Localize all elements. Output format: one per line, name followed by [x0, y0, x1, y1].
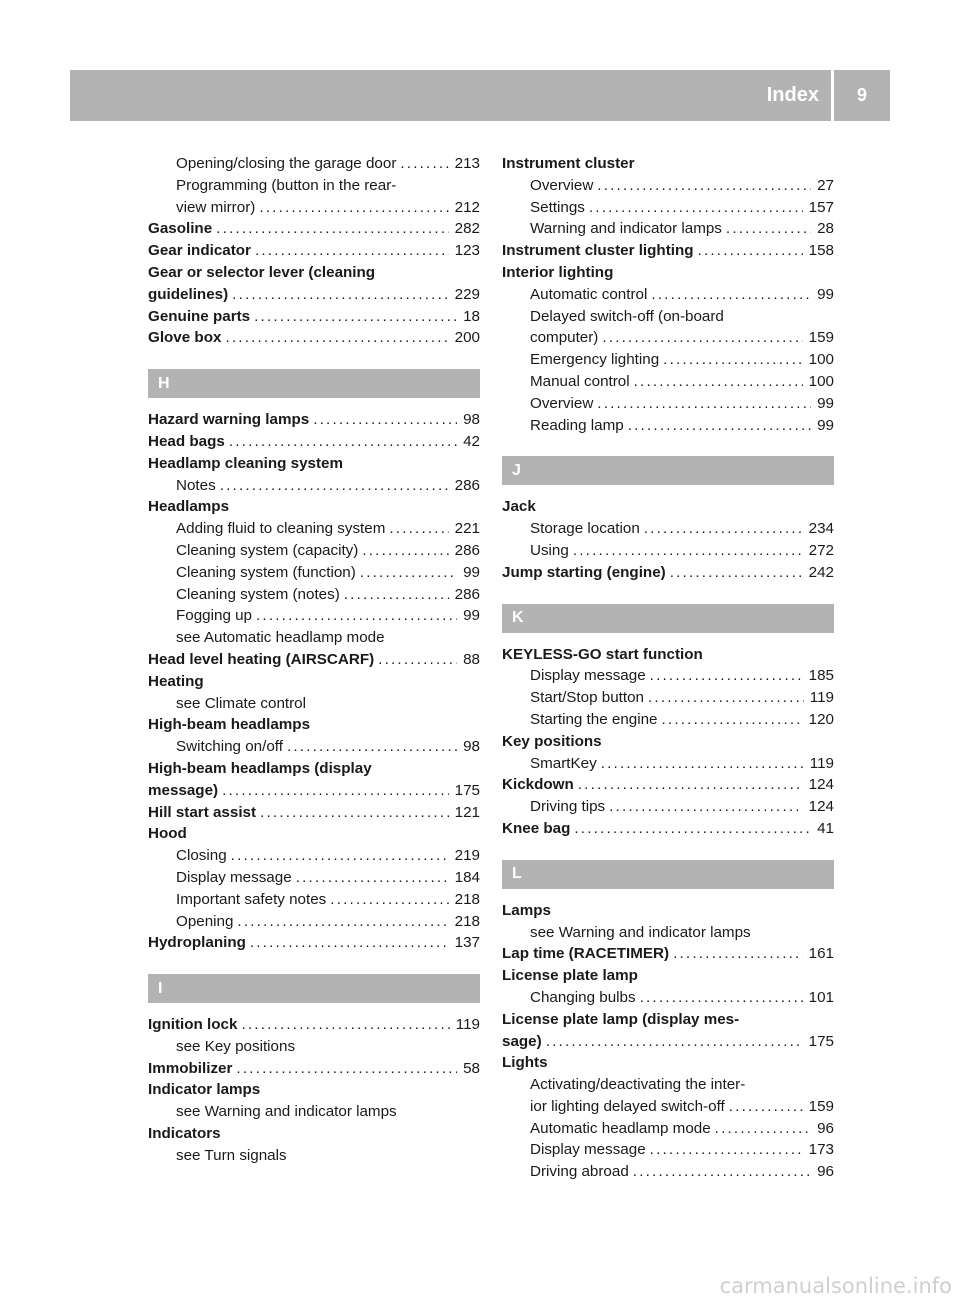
- dot-leader: [360, 562, 457, 584]
- entry-label: SmartKey: [530, 754, 597, 772]
- entry-page-number[interactable]: 100: [808, 351, 834, 369]
- index-subentry: [502, 687, 834, 709]
- entry-label: License plate lamp (display mes-: [502, 1010, 740, 1028]
- index-entry: [502, 965, 834, 987]
- index-entry: [502, 774, 834, 796]
- entry-label: Gear indicator: [148, 242, 251, 260]
- entry-label: Changing bulbs: [530, 988, 636, 1006]
- index-entry: [148, 780, 480, 802]
- index-subentry: [148, 867, 480, 889]
- entry-page-number[interactable]: 58: [463, 1059, 480, 1077]
- entry-page-number[interactable]: 41: [817, 819, 834, 837]
- entry-page-number[interactable]: 28: [817, 220, 834, 238]
- entry-label: message): [148, 781, 219, 799]
- index-letter-heading: H: [148, 369, 480, 398]
- entry-page-number[interactable]: 158: [808, 242, 834, 260]
- dot-leader: [237, 911, 448, 933]
- entry-label: Display message: [530, 667, 646, 685]
- index-entry: [148, 284, 480, 306]
- index-entry: [148, 823, 480, 845]
- entry-page-number[interactable]: 242: [808, 563, 834, 581]
- entry-label: view mirror): [176, 198, 256, 216]
- dot-leader: [597, 393, 811, 415]
- entry-page-number[interactable]: 161: [808, 945, 834, 963]
- dot-leader: [225, 327, 448, 349]
- index-entry: [502, 562, 834, 584]
- entry-page-number[interactable]: 282: [454, 220, 480, 238]
- entry-page-number[interactable]: 98: [463, 738, 480, 756]
- index-subentry: [502, 518, 834, 540]
- entry-page-number[interactable]: 99: [817, 285, 834, 303]
- entry-page-number[interactable]: 119: [455, 1016, 480, 1034]
- index-entry: [148, 758, 480, 780]
- entry-page-number[interactable]: 219: [454, 847, 480, 865]
- entry-label: guidelines): [148, 285, 229, 303]
- entry-label: Overview: [530, 394, 594, 412]
- dot-leader: [259, 197, 448, 219]
- entry-page-number[interactable]: 100: [808, 372, 834, 390]
- index-subentry: [502, 1118, 834, 1140]
- dot-leader: [651, 284, 811, 306]
- index-entry: [502, 943, 834, 965]
- entry-page-number[interactable]: 221: [454, 520, 480, 538]
- index-subentry: [502, 1096, 834, 1118]
- entry-label: Head bags: [148, 432, 225, 450]
- dot-leader: [313, 409, 457, 431]
- index-entry: [148, 262, 480, 284]
- entry-page-number[interactable]: 173: [808, 1141, 834, 1159]
- dot-leader: [236, 1058, 457, 1080]
- index-entry: [148, 1079, 480, 1101]
- dot-leader: [255, 240, 449, 262]
- dot-leader: [670, 562, 803, 584]
- entry-label: Cleaning system (function): [176, 563, 356, 581]
- dot-leader: [287, 736, 457, 758]
- dot-leader: [628, 415, 811, 437]
- entry-page-number[interactable]: 99: [817, 394, 834, 412]
- dot-leader: [296, 867, 449, 889]
- index-entry: [148, 1123, 480, 1145]
- entry-page-number[interactable]: 159: [808, 329, 834, 347]
- entry-page-number[interactable]: 157: [808, 198, 834, 216]
- index-entry: [148, 714, 480, 736]
- index-entry: [502, 900, 834, 922]
- watermark: carmanualsonline.info: [719, 1274, 952, 1298]
- entry-label: see Key positions: [176, 1037, 296, 1055]
- dot-leader: [344, 584, 449, 606]
- entry-page-number[interactable]: 200: [454, 329, 480, 347]
- index-entry: [148, 453, 480, 475]
- entry-label: Overview: [530, 176, 594, 194]
- entry-page-number[interactable]: 286: [454, 476, 480, 494]
- index-entry: [502, 240, 834, 262]
- index-subentry: [148, 693, 480, 715]
- index-entry: [148, 649, 480, 671]
- entry-label: Jump starting (engine): [502, 563, 666, 581]
- entry-page-number[interactable]: 184: [454, 868, 480, 886]
- entry-label: Kickdown: [502, 776, 574, 794]
- dot-leader: [729, 1096, 803, 1118]
- index-subentry: [502, 987, 834, 1009]
- entry-page-number[interactable]: 98: [463, 411, 480, 429]
- entry-label: High-beam headlamps (display: [148, 759, 372, 777]
- entry-page-number[interactable]: 124: [808, 798, 834, 816]
- entry-label: Glove box: [148, 329, 222, 347]
- entry-label: Knee bag: [502, 819, 571, 837]
- index-letter-heading: K: [502, 604, 834, 633]
- entry-page-number[interactable]: 88: [463, 650, 480, 668]
- entry-label: Activating/deactivating the inter-: [530, 1076, 746, 1094]
- index-entry: [502, 1009, 834, 1031]
- entry-label: Settings: [530, 198, 585, 216]
- dot-leader: [597, 175, 811, 197]
- entry-label: see Warning and indicator lamps: [176, 1103, 397, 1121]
- entry-label: License plate lamp: [502, 967, 638, 985]
- dot-leader: [602, 327, 802, 349]
- entry-page-number[interactable]: 185: [808, 667, 834, 685]
- index-subentry: [502, 1161, 834, 1183]
- entry-label: computer): [530, 329, 599, 347]
- entry-label: Gear or selector lever (cleaning: [148, 263, 376, 281]
- entry-label: Automatic headlamp mode: [530, 1119, 711, 1137]
- index-entry: [502, 1052, 834, 1074]
- dot-leader: [546, 1031, 803, 1053]
- entry-label: Head level heating (AIRSCARF): [148, 650, 375, 668]
- dot-leader: [220, 475, 449, 497]
- index-subentry: [148, 518, 480, 540]
- dot-leader: [216, 218, 449, 240]
- entry-page-number[interactable]: 119: [809, 754, 834, 772]
- index-subentry: [148, 562, 480, 584]
- entry-page-number[interactable]: 213: [454, 155, 480, 172]
- entry-label: Gasoline: [148, 220, 213, 238]
- entry-label: Hill start assist: [148, 803, 257, 821]
- index-entry: [502, 153, 834, 175]
- index-subentry: [148, 197, 480, 219]
- dot-leader: [644, 518, 803, 540]
- index-subentry: [148, 1145, 480, 1167]
- dot-leader: [648, 687, 804, 709]
- entry-label: Notes: [176, 476, 216, 494]
- dot-leader: [726, 218, 811, 240]
- dot-leader: [698, 240, 803, 262]
- entry-label: Cleaning system (capacity): [176, 541, 359, 559]
- entry-label: Important safety notes: [176, 890, 327, 908]
- index-letter-heading: I: [148, 974, 480, 1003]
- entry-page-number[interactable]: 229: [454, 285, 480, 303]
- index-entry: [502, 731, 834, 753]
- index-entry: [502, 262, 834, 284]
- index-subentry: [502, 349, 834, 371]
- entry-page-number[interactable]: 175: [808, 1032, 834, 1050]
- entry-label: Reading lamp: [530, 416, 624, 434]
- index-subentry: [148, 1101, 480, 1123]
- entry-page-number[interactable]: 99: [463, 607, 480, 625]
- dot-leader: [254, 306, 457, 328]
- entry-label: Lights: [502, 1054, 548, 1072]
- dot-leader: [640, 987, 803, 1009]
- dot-leader: [260, 802, 449, 824]
- entry-page-number[interactable]: 42: [463, 432, 480, 450]
- index-column-right: [502, 153, 834, 1183]
- entry-page-number[interactable]: 120: [808, 710, 834, 728]
- entry-page-number[interactable]: 96: [817, 1163, 834, 1181]
- entry-page-number[interactable]: 101: [808, 988, 834, 1006]
- entry-label: see Warning and indicator lamps: [530, 923, 751, 941]
- dot-leader: [673, 943, 803, 965]
- index-entry: [148, 306, 480, 328]
- entry-label: Start/Stop button: [530, 689, 644, 707]
- index-subentry: [502, 197, 834, 219]
- entry-label: Driving abroad: [530, 1163, 629, 1181]
- entry-page-number[interactable]: 234: [808, 520, 834, 538]
- entry-label: Headlamp cleaning system: [148, 454, 343, 472]
- dot-leader: [573, 540, 803, 562]
- dot-leader: [589, 197, 803, 219]
- dot-leader: [601, 753, 804, 775]
- entry-label: Opening/closing the garage door: [176, 155, 397, 172]
- entry-page-number[interactable]: 272: [808, 541, 834, 559]
- entry-label: Genuine parts: [148, 307, 251, 325]
- index-subentry: [502, 393, 834, 415]
- entry-label: Instrument cluster: [502, 155, 635, 172]
- dot-leader: [634, 371, 803, 393]
- index-subentry: [502, 922, 834, 944]
- index-subentry: [148, 584, 480, 606]
- index-subentry: [502, 1139, 834, 1161]
- index-subentry: [148, 605, 480, 627]
- section-title: Index: [766, 84, 819, 106]
- index-subentry: [502, 709, 834, 731]
- entry-label: sage): [502, 1032, 542, 1050]
- index-subentry: [502, 306, 834, 328]
- entry-page-number[interactable]: 175: [454, 781, 480, 799]
- index-subentry: [148, 153, 480, 175]
- entry-page-number[interactable]: 212: [454, 198, 480, 216]
- index-subentry: [148, 627, 480, 649]
- index-subentry: [148, 845, 480, 867]
- index-entry: [148, 409, 480, 431]
- entry-page-number[interactable]: 124: [808, 776, 834, 794]
- entry-page-number[interactable]: 137: [454, 934, 480, 952]
- entry-label: Closing: [176, 847, 227, 865]
- index-subentry: [148, 175, 480, 197]
- entry-label: KEYLESS-GO start function: [502, 645, 703, 663]
- entry-page-number[interactable]: 286: [454, 585, 480, 603]
- index-subentry: [502, 371, 834, 393]
- entry-page-number[interactable]: 123: [454, 242, 480, 260]
- index-subentry: [148, 736, 480, 758]
- dot-leader: [662, 709, 803, 731]
- index-subentry: [502, 665, 834, 687]
- entry-label: Automatic control: [530, 285, 648, 303]
- entry-page-number[interactable]: 218: [454, 912, 480, 930]
- dot-leader: [231, 845, 449, 867]
- entry-page-number[interactable]: 159: [808, 1097, 834, 1115]
- index-entry: [148, 431, 480, 453]
- index-entry: [148, 671, 480, 693]
- entry-label: Hood: [148, 825, 187, 843]
- dot-leader: [715, 1118, 811, 1140]
- entry-label: Display message: [176, 868, 292, 886]
- entry-label: Indicator lamps: [148, 1081, 261, 1099]
- entry-label: see Automatic headlamp mode: [176, 629, 385, 647]
- dot-leader: [609, 796, 803, 818]
- index-entry: [502, 818, 834, 840]
- index-subentry: [148, 540, 480, 562]
- index-subentry: [502, 753, 834, 775]
- index-letter-heading: L: [502, 860, 834, 889]
- index-entry: [148, 802, 480, 824]
- index-subentry: [148, 889, 480, 911]
- dot-leader: [222, 780, 449, 802]
- entry-label: Starting the engine: [530, 710, 658, 728]
- index-subentry: [148, 911, 480, 933]
- entry-label: see Climate control: [176, 694, 306, 712]
- index-column-left: [148, 153, 480, 1167]
- entry-label: High-beam headlamps: [148, 716, 311, 734]
- index-subentry: [502, 175, 834, 197]
- entry-label: Lap time (RACETIMER): [502, 945, 670, 963]
- page-header-bar: [70, 70, 890, 121]
- entry-page-number[interactable]: 121: [454, 803, 480, 821]
- entry-label: ior lighting delayed switch-off: [530, 1097, 725, 1115]
- dot-leader: [663, 349, 802, 371]
- dot-leader: [400, 153, 448, 175]
- entry-label: Manual control: [530, 372, 630, 390]
- entry-label: Storage location: [530, 520, 640, 538]
- index-letter-heading: J: [502, 456, 834, 485]
- entry-label: see Turn signals: [176, 1146, 287, 1164]
- entry-label: Display message: [530, 1141, 646, 1159]
- entry-label: Driving tips: [530, 798, 606, 816]
- dot-leader: [256, 605, 457, 627]
- dot-leader: [633, 1161, 811, 1183]
- index-entry: [148, 1058, 480, 1080]
- index-entry: [148, 932, 480, 954]
- page-number: 9: [856, 85, 867, 105]
- entry-label: Jack: [502, 498, 536, 516]
- index-subentry: [502, 540, 834, 562]
- dot-leader: [241, 1014, 449, 1036]
- entry-label: Headlamps: [148, 498, 230, 516]
- index-subentry: [502, 796, 834, 818]
- dot-leader: [250, 932, 449, 954]
- dot-leader: [574, 818, 811, 840]
- entry-page-number[interactable]: 99: [463, 563, 480, 581]
- dot-leader: [362, 540, 448, 562]
- entry-label: Immobilizer: [148, 1059, 233, 1077]
- index-subentry: [502, 1074, 834, 1096]
- dot-leader: [389, 518, 448, 540]
- entry-label: Instrument cluster lighting: [502, 242, 694, 260]
- index-entry: [502, 1031, 834, 1053]
- index-entry: [148, 327, 480, 349]
- index-entry: [148, 218, 480, 240]
- index-entry: [502, 644, 834, 666]
- index-entry: [502, 496, 834, 518]
- entry-label: Fogging up: [176, 607, 252, 625]
- index-subentry: [148, 475, 480, 497]
- entry-page-number[interactable]: 96: [817, 1119, 834, 1137]
- entry-label: Lamps: [502, 901, 551, 919]
- entry-label: Hazard warning lamps: [148, 411, 310, 429]
- entry-label: Delayed switch-off (on-board: [530, 307, 724, 325]
- entry-label: Cleaning system (notes): [176, 585, 340, 603]
- entry-page-number[interactable]: 218: [454, 890, 480, 908]
- index-subentry: [148, 1036, 480, 1058]
- entry-page-number[interactable]: 286: [454, 541, 480, 559]
- entry-label: Hydroplaning: [148, 934, 246, 952]
- dot-leader: [650, 665, 803, 687]
- index-subentry: [502, 284, 834, 306]
- entry-page-number[interactable]: 99: [817, 416, 834, 434]
- entry-label: Key positions: [502, 732, 602, 750]
- dot-leader: [229, 431, 457, 453]
- entry-label: Programming (button in the rear-: [176, 176, 397, 194]
- entry-page-number[interactable]: 27: [817, 176, 834, 194]
- entry-label: Interior lighting: [502, 263, 614, 281]
- dot-leader: [330, 889, 448, 911]
- index-entry: [148, 496, 480, 518]
- dot-leader: [232, 284, 448, 306]
- entry-label: Indicators: [148, 1125, 221, 1143]
- entry-page-number[interactable]: 119: [809, 689, 834, 707]
- entry-label: Emergency lighting: [530, 351, 660, 369]
- index-subentry: [502, 415, 834, 437]
- index-subentry: [502, 327, 834, 349]
- dot-leader: [650, 1139, 803, 1161]
- entry-label: Using: [530, 541, 569, 559]
- index-entry: [148, 240, 480, 262]
- index-entry: [148, 1014, 480, 1036]
- entry-label: Opening: [176, 912, 234, 930]
- dot-leader: [578, 774, 803, 796]
- entry-page-number[interactable]: 18: [463, 307, 480, 325]
- entry-label: Switching on/off: [176, 738, 283, 756]
- entry-label: Warning and indicator lamps: [530, 220, 722, 238]
- index-subentry: [502, 218, 834, 240]
- entry-label: Ignition lock: [148, 1016, 238, 1034]
- entry-label: Adding fluid to cleaning system: [176, 520, 386, 538]
- dot-leader: [378, 649, 457, 671]
- entry-label: Heating: [148, 672, 204, 690]
